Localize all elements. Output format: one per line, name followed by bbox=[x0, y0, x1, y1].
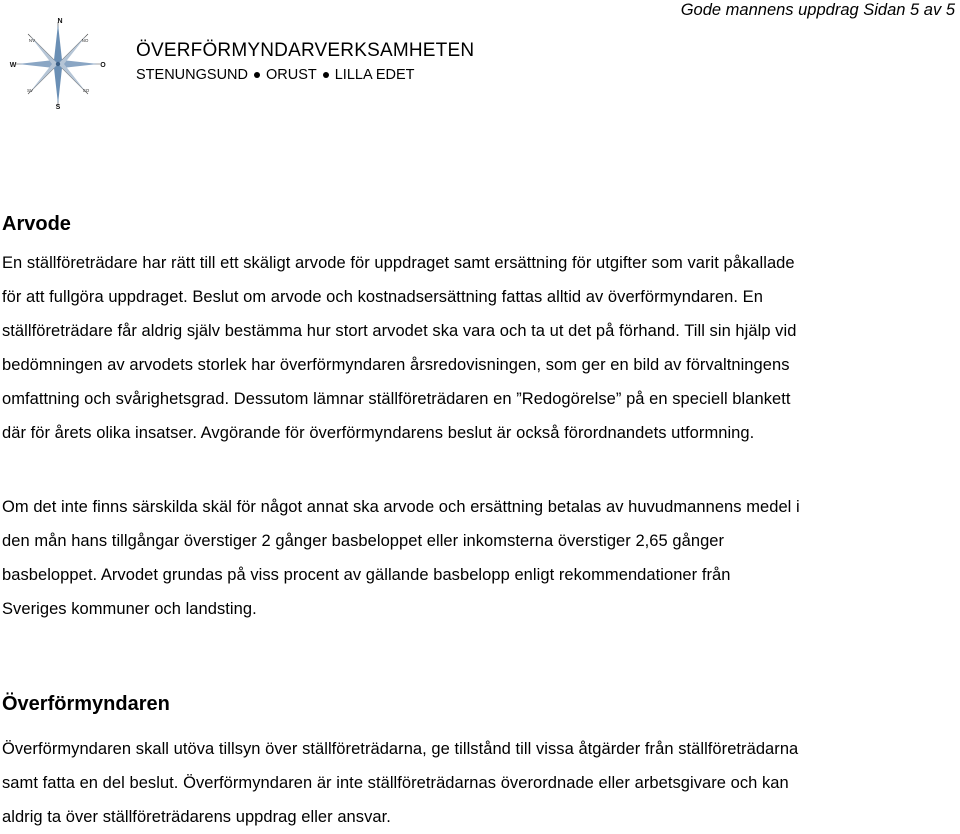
municipality-item: LILLA EDET bbox=[334, 67, 415, 83]
section-arvode-paragraph-2 bbox=[2, 490, 958, 626]
paragraph-line: Överförmyndaren skall utöva tillsyn över ställföreträdarna, ge tillstånd till vissa åtgärder från ställföreträdarna bbox=[2, 740, 799, 758]
municipality-item: STENUNGSUND bbox=[136, 67, 248, 83]
paragraph-line: ställföreträdare får aldrig själv bestämma hur stort arvodet ska vara och ta ut det på förhand. Till sin hjälp vid bbox=[2, 322, 797, 340]
municipality-item: ORUST bbox=[265, 67, 317, 83]
compass-letter-s: S bbox=[55, 104, 61, 110]
paragraph-line: för att fullgöra uppdraget. Beslut om arvode och kostnadsersättning fattas alltid av överförmyndaren. En bbox=[2, 288, 763, 306]
page-header-label: Gode mannens uppdrag Sidan 5 av 5 bbox=[680, 1, 955, 19]
section-arvode bbox=[2, 212, 958, 450]
paragraph-line: En ställföreträdare har rätt till ett skäligt arvode för uppdraget samt ersättning för utgifter som varit påkallade bbox=[2, 254, 795, 272]
municipality-list bbox=[136, 65, 474, 85]
paragraph-line: där för årets olika insatser. Avgörande för överförmyndarens beslut är också förordnandets utformning. bbox=[2, 424, 755, 442]
org-name: ÖVERFÖRMYNDARVERKSAMHETEN bbox=[136, 40, 475, 61]
compass-rose-logo bbox=[8, 18, 108, 110]
org-header bbox=[136, 40, 474, 85]
compass-rose-icon bbox=[16, 22, 100, 106]
section-heading: Överförmyndaren bbox=[2, 693, 170, 715]
paragraph-line: bedömningen av arvodets storlek har överförmyndaren årsredovisningen, som ger en bild av förvaltningens bbox=[2, 356, 790, 374]
bullet-icon bbox=[254, 72, 260, 78]
paragraph-line: Sveriges kommuner och landsting. bbox=[2, 600, 257, 618]
compass-letter-w: W bbox=[9, 62, 17, 69]
section-overformyndaren bbox=[2, 692, 958, 834]
section-heading: Arvode bbox=[2, 213, 71, 235]
compass-letter-o: O bbox=[100, 62, 106, 69]
paragraph-line: basbeloppet. Arvodet grundas på viss procent av gällande basbelopp enligt rekommendationer från bbox=[2, 566, 731, 584]
compass-letter-nv: NV bbox=[28, 38, 36, 43]
paragraph-line: omfattning och svårighetsgrad. Dessutom lämnar ställföreträdaren en ”Redogörelse” på en speciell blankett bbox=[2, 390, 791, 408]
compass-letter-no: NO bbox=[81, 38, 89, 43]
paragraph-line: Om det inte finns särskilda skäl för något annat ska arvode och ersättning betalas av huvudmannens medel i bbox=[2, 498, 800, 516]
paragraph-line: den mån hans tillgångar överstiger 2 gånger basbeloppet eller inkomsterna överstiger 2,65 gånger bbox=[2, 532, 725, 550]
compass-letter-so: SO bbox=[82, 88, 90, 93]
bullet-icon bbox=[323, 72, 329, 78]
compass-letter-n: N bbox=[57, 18, 63, 25]
compass-letter-sv: SV bbox=[26, 88, 34, 93]
paragraph-line: aldrig ta över ställföreträdarens uppdrag eller ansvar. bbox=[2, 808, 391, 826]
paragraph-line: samt fatta en del beslut. Överförmyndaren är inte ställföreträdarnas överordnade eller arbetsgivare och kan bbox=[2, 774, 789, 792]
